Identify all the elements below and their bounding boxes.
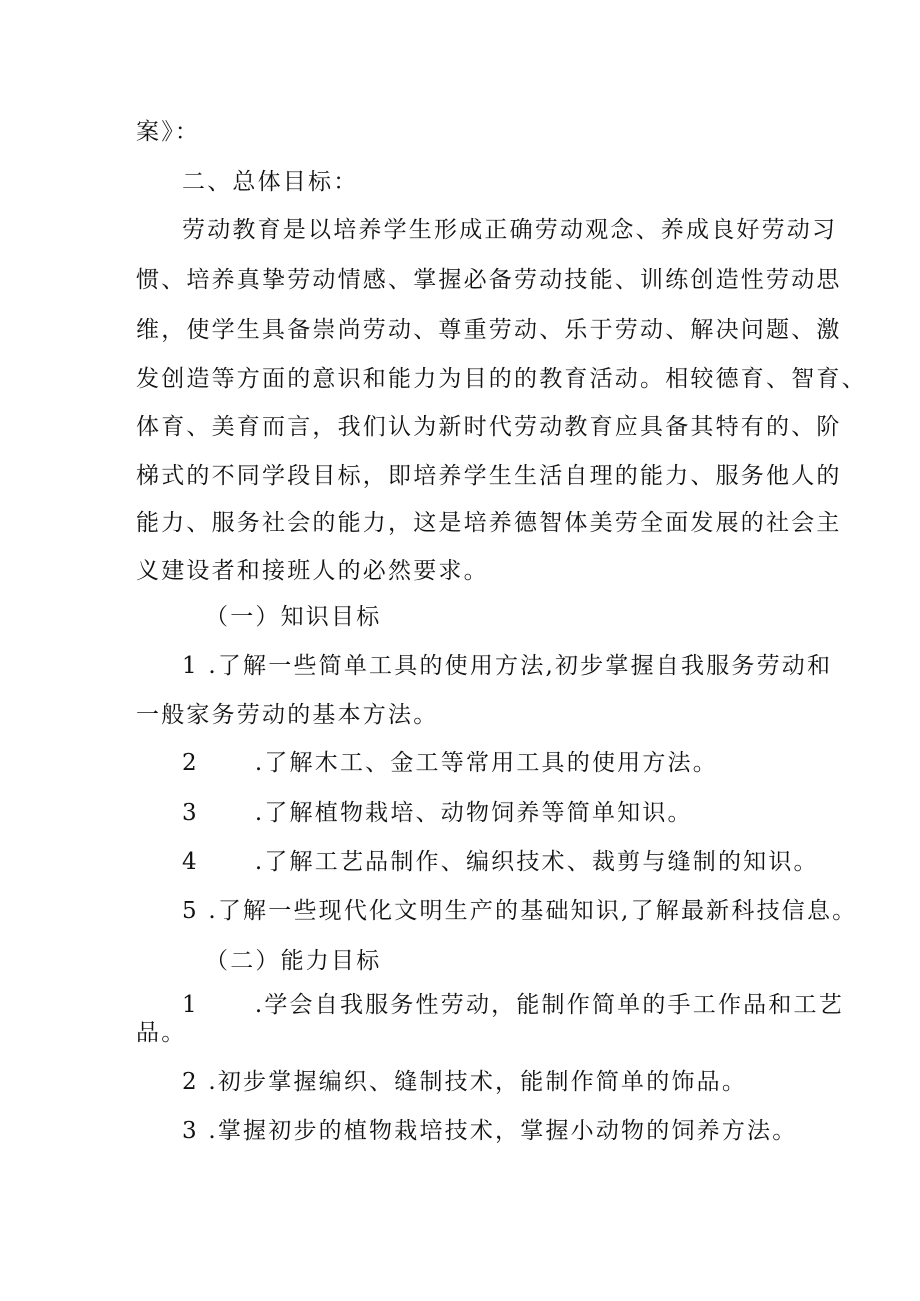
paragraph-line: 能力、服务社会的能力，这是培养德智体美劳全面发展的社会主 [136,510,842,536]
section-heading: 二、总体目标： [182,169,359,195]
list-text: .了解植物栽培、动物饲养等简单知识。 [254,800,693,826]
list-number: 3 [182,800,199,826]
subsection-heading: （二）能力目标 [205,948,382,974]
paragraph-line: 劳动教育是以培养学生形成正确劳动观念、养成良好劳动习 [182,217,838,243]
list-item [182,847,819,877]
paragraph-line: 义建设者和接班人的必然要求。 [136,558,489,584]
list-item: 5 .了解一些现代化文明生产的基础知识,了解最新科技信息。 [182,898,858,924]
list-number: 1 [182,992,199,1018]
text-line: 案》： [136,119,201,145]
list-item [182,798,693,828]
list-item: 2 .初步掌握编织、缝制技术，能制作简单的饰品。 [182,1069,748,1095]
paragraph-line: 梯式的不同学段目标，即培养学生生活自理的能力、服务他人的 [136,463,842,489]
list-item [182,748,718,778]
subsection-heading: （一）知识目标 [205,604,382,630]
list-text: .了解工艺品制作、编织技术、裁剪与缝制的知识。 [254,849,819,875]
paragraph-line: 体育、美育而言，我们认为新时代劳动教育应具备其特有的、阶 [136,414,842,440]
paragraph-line: 维，使学生具备崇尚劳动、尊重劳动、乐于劳动、解决问题、激 [136,317,842,343]
list-text: .了解木工、金工等常用工具的使用方法。 [254,750,718,776]
list-number: 4 [182,849,199,875]
list-text: .学会自我服务性劳动，能制作简单的手工作品和工艺 [254,992,844,1018]
list-number: 2 [182,750,199,776]
paragraph-line: 惯、培养真挚劳动情感、掌握必备劳动技能、训练创造性劳动思 [136,267,842,293]
list-item: 1 .了解一些简单工具的使用方法,初步掌握自我服务劳动和 [182,653,833,679]
list-item-continuation: 一般家务劳动的基本方法。 [136,702,439,728]
paragraph-line: 发创造等方面的意识和能力为目的的教育活动。相较德育、智育、 [136,366,867,392]
list-item: 3 .掌握初步的植物栽培技术，掌握小动物的饲养方法。 [182,1118,798,1144]
list-item-continuation: 品。 [136,1020,187,1046]
list-item [182,990,844,1020]
